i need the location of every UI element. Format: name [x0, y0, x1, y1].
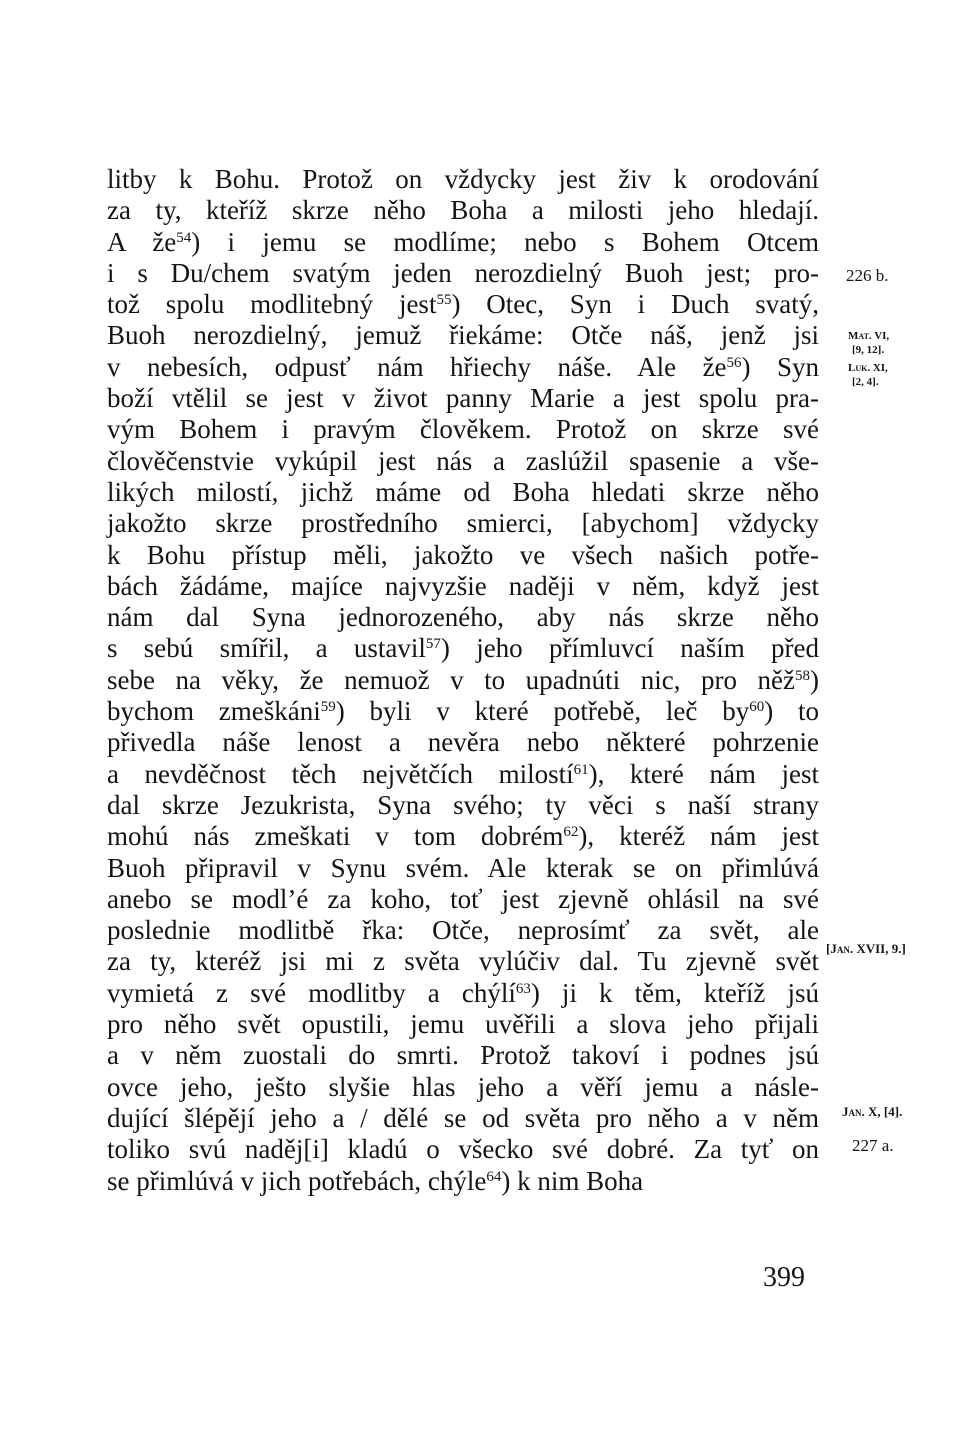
- folio-marker: 226 b.: [846, 266, 889, 285]
- text-line: [107, 540, 819, 571]
- line-text: litby k Bohu. Protož on vždycky jest živ k orodování: [107, 164, 819, 194]
- line-text: k Bohu přístup měli, jakožto ve všech našich potře-: [107, 539, 819, 570]
- line-text: i s Du/chem svatým jeden nerozdielný Buoh jest; pro-: [107, 257, 819, 288]
- text-line: [107, 759, 819, 790]
- line-text: dující šlépějí jeho a / dělé se od světa pro něho a v něm: [107, 1102, 819, 1133]
- line-text: ) Otec, Syn i Duch svatý,: [451, 289, 820, 320]
- line-text: ) i jemu se modlíme; nebo s Bohem Otcem: [191, 226, 819, 257]
- text-line: [107, 571, 819, 602]
- text-line: [107, 1072, 819, 1103]
- line-text: sebe na věky, že nemuož v to upadnúti nic, pro něž: [107, 664, 795, 695]
- footnote-marker: 64: [486, 1168, 502, 1185]
- line-text: vým Bohem i pravým člověkem. Protož on skrze své: [107, 414, 819, 445]
- footnote-marker: 62: [563, 824, 579, 841]
- line-text: a nevděčnost těch největčích milostí: [107, 758, 574, 789]
- text-line: [107, 1134, 819, 1165]
- text-line: [107, 665, 819, 696]
- text-line: [107, 195, 819, 226]
- text-line: [107, 320, 819, 351]
- line-text: poslednie modlitbě řka: Otče, neprosímť za svět, ale: [107, 915, 819, 946]
- line-text: pro něho svět opustili, jemu uvěřili a slova jeho přijali: [107, 1009, 819, 1040]
- folio-marker: 227 a.: [852, 1136, 894, 1155]
- line-text: Buoh připravil v Synu svém. Ale kterak se on přimlúvá: [107, 852, 819, 883]
- text-line: [107, 915, 819, 946]
- footnote-marker: 57: [425, 636, 441, 653]
- text-line: [107, 978, 819, 1009]
- line-text: Buoh nerozdielný, jemuž řiekáme: Otče náš, jenž jsi: [107, 320, 819, 351]
- text-line: [107, 696, 819, 727]
- text-line: [107, 727, 819, 758]
- text-line: [107, 946, 819, 977]
- footnote-marker: 54: [176, 229, 192, 246]
- line-text: s sebú smířil, a ustavil: [107, 633, 426, 664]
- text-line: [107, 633, 819, 664]
- line-text: jakožto skrze prostředního smierci, [abychom] vždycky: [107, 508, 819, 539]
- text-line: [107, 477, 819, 508]
- text-line: [107, 383, 819, 414]
- line-text: dal skrze Jezukrista, Syna svého; ty věci s naší strany: [107, 789, 819, 820]
- text-line: [107, 1166, 819, 1197]
- line-text: bychom zmeškáni: [107, 696, 321, 727]
- text-line: [107, 821, 819, 852]
- line-text: nám dal Syna jednorozeného, aby nás skrze něho: [107, 602, 819, 633]
- line-text: v nebesích, odpusť nám hřiechy náše. Ale že: [107, 351, 727, 382]
- text-line: [107, 164, 819, 195]
- text-line: [107, 1103, 819, 1134]
- line-text: anebo se modl’é za koho, toť jest zjevně ohlásil na své: [107, 883, 819, 914]
- line-text: ) Syn: [741, 351, 819, 382]
- text-line: [107, 258, 819, 289]
- footnote-marker: 63: [515, 980, 531, 997]
- footnote-marker: 60: [749, 699, 765, 716]
- scripture-reference: [2, 4].: [852, 376, 879, 388]
- footnote-marker: 56: [726, 354, 742, 371]
- line-text: likých milostí, jichž máme od Boha hledati skrze něho: [107, 476, 819, 507]
- scripture-reference: Luk. XI,: [848, 362, 888, 374]
- scripture-reference: [9, 12].: [852, 344, 885, 356]
- line-text: ovce jeho, ješto slyšie hlas jeho a věří jemu a násle-: [107, 1071, 819, 1102]
- line-text: tož spolu modlitebný jest: [107, 289, 437, 320]
- text-line: [107, 1009, 819, 1040]
- line-text: A že: [107, 226, 177, 257]
- text-line: [107, 446, 819, 477]
- footnote-marker: 55: [436, 292, 452, 309]
- line-text: ) jeho přímluvcí naším před: [440, 633, 819, 664]
- text-line: [107, 602, 819, 633]
- line-text: mohú nás zmeškati v tom dobrém: [107, 821, 564, 852]
- line-text: ) to: [764, 696, 819, 727]
- line-text: ) ji k těm, kteříž jsú: [530, 977, 819, 1008]
- line-text: ) k nim Boha: [501, 1165, 644, 1196]
- line-text: vymietá z své modlitby a chýlí: [107, 977, 516, 1008]
- text-line: [107, 227, 819, 258]
- line-text: se přimlúvá v jich potřebách, chýle: [107, 1165, 487, 1196]
- line-text: člověčenstvie vykúpil jest nás a zaslúžil spasenie a vše-: [107, 445, 819, 476]
- text-line: [107, 790, 819, 821]
- text-line: [107, 1040, 819, 1071]
- text-line: [107, 414, 819, 445]
- line-text: ), kteréž nám jest: [578, 821, 819, 852]
- footnote-marker: 58: [795, 667, 810, 684]
- scripture-reference: [Jan. XVII, 9.]: [826, 941, 906, 956]
- scripture-reference: Mat. VI,: [848, 330, 890, 342]
- page-number: 399: [763, 1262, 805, 1293]
- line-text: za ty, kteříž skrze něho Boha a milosti jeho hledají.: [107, 195, 819, 226]
- text-line: [107, 884, 819, 915]
- line-text: bách žádáme, majíce najvyzšie naději v něm, když jest: [107, 570, 819, 601]
- footnote-marker: 59: [320, 699, 336, 716]
- line-text: boží vtělil se jest v život panny Marie a jest spolu pra-: [107, 383, 819, 414]
- text-line: [107, 352, 819, 383]
- line-text: toliko svú naděj[i] kladú o všecko své dobré. Za tyť on: [107, 1134, 819, 1165]
- line-text: za ty, kteréž jsi mi z světa vylúčiv dal. Tu zjevně svět: [107, 946, 819, 977]
- footnote-marker: 61: [573, 761, 589, 778]
- line-text: ): [810, 664, 819, 695]
- body-text: [107, 164, 819, 1197]
- line-text: a v něm zuostali do smrti. Protož takoví i podnes jsú: [107, 1040, 819, 1071]
- line-text: přivedla náše lenost a nevěra nebo některé pohrzenie: [107, 727, 819, 758]
- text-line: [107, 289, 819, 320]
- line-text: ), které nám jest: [588, 758, 819, 789]
- text-line: [107, 853, 819, 884]
- line-text: ) byli v které potřebě, leč by: [335, 696, 750, 727]
- text-line: [107, 508, 819, 539]
- scripture-reference: Jan. X, [4].: [842, 1104, 903, 1119]
